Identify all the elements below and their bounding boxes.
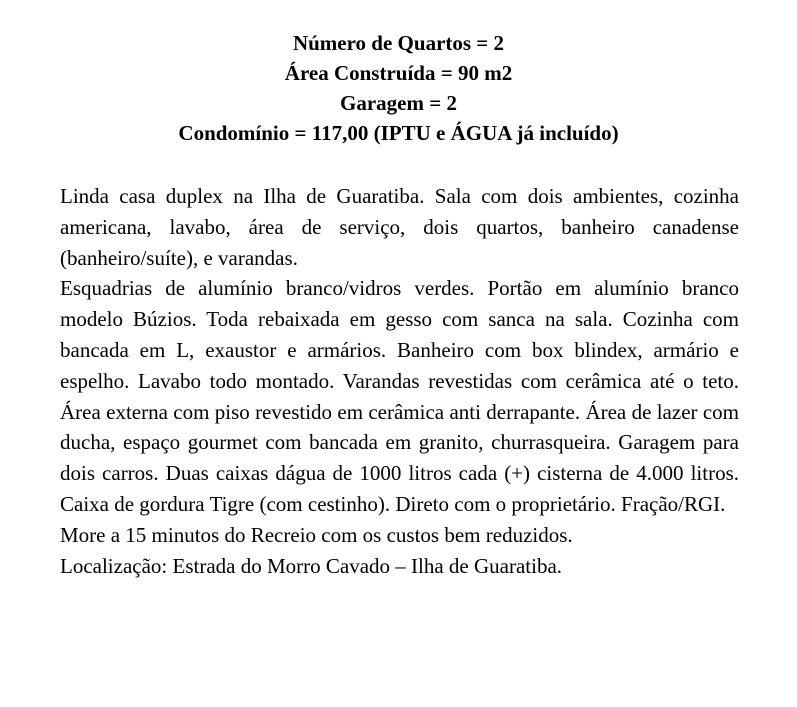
garage-line: Garagem = 2 xyxy=(340,91,457,115)
condominium-fee-line: Condomínio = 117,00 (IPTU e ÁGUA já incluído) xyxy=(178,121,619,145)
description-paragraph-details: Esquadrias de alumínio branco/vidros verdes. Portão em alumínio branco modelo Búzios. Toda rebaixada em gesso com sanca na sala. Cozinha com bancada em L, exaustor e armários. Banheiro com box blindex, armário e espelho. Lavabo todo montado. Varandas revestidas com cerâmica até o teto. Área externa com piso revestido em cerâmica anti derrapante. Área de lazer com ducha, espaço gourmet com bancada em granito, churrasqueira. Garagem para dois carros. Duas caixas dágua de 1000 litros cada (+) cisterna de 4.000 litros. Caixa de gordura Tigre (com cestinho). Direto com o proprietário. Fração/RGI. xyxy=(60,276,739,516)
bedrooms-line: Número de Quartos = 2 xyxy=(292,31,505,55)
description-paragraph-location: Localização: Estrada do Morro Cavado – Ilha de Guaratiba. xyxy=(60,553,563,578)
property-description xyxy=(60,181,739,581)
property-summary-header xyxy=(0,28,797,148)
description-paragraph-overview: Linda casa duplex na Ilha de Guaratiba. Sala com dois ambientes, cozinha americana, lavabo, área de serviço, dois quartos, banheiro canadense (banheiro/suíte), e varandas. xyxy=(60,184,739,270)
description-paragraph-commute: More a 15 minutos do Recreio com os custos bem reduzidos. xyxy=(60,522,573,547)
built-area-line: Área Construída = 90 m2 xyxy=(284,61,513,85)
